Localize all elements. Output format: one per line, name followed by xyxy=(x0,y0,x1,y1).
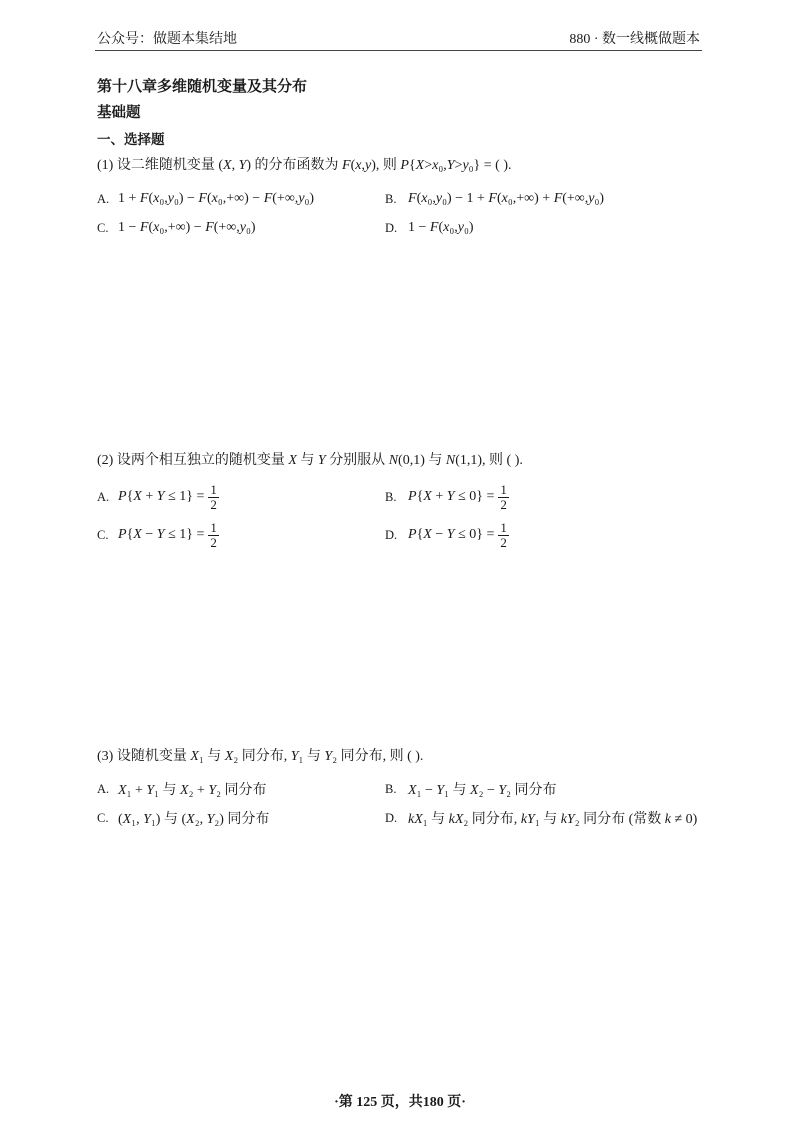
math-symbol: F xyxy=(488,191,497,206)
chapter-title: 第十八章多维随机变量及其分布 xyxy=(97,79,308,95)
option-label: C. xyxy=(97,220,109,235)
math-symbol: F xyxy=(342,158,351,173)
fraction xyxy=(208,519,219,550)
option-expression: P{X − Y ≤ 0} = xyxy=(408,527,495,542)
option-label: C. xyxy=(97,810,109,825)
option-label: C. xyxy=(97,527,109,542)
math-symbol: Y xyxy=(206,812,215,827)
math-symbol: P xyxy=(408,527,417,542)
math-symbol: F xyxy=(263,191,273,206)
header-right-text: 880 · 数一线概做题本 xyxy=(569,32,700,47)
math-symbol: F xyxy=(429,220,439,235)
question-1-options-row-1 xyxy=(97,190,703,208)
fraction-denominator: 2 xyxy=(500,534,507,550)
option-label: D. xyxy=(385,810,398,825)
math-symbol: X xyxy=(186,812,195,827)
option-text: X₁ − Y₁ 与 X₂ − Y₂ 同分布 xyxy=(408,783,557,798)
math-symbol: y xyxy=(588,191,595,206)
math-symbol: Y xyxy=(156,527,165,542)
math-symbol: Y xyxy=(324,749,333,764)
math-symbol: Y xyxy=(146,783,155,798)
math-symbol: P xyxy=(400,158,409,173)
math-symbol: X xyxy=(190,749,199,764)
math-symbol: X xyxy=(288,453,297,468)
math-symbol: Y xyxy=(498,783,507,798)
math-symbol: x xyxy=(153,191,160,206)
math-symbol: Y xyxy=(436,783,445,798)
option-label: B. xyxy=(385,191,397,206)
math-symbol: F xyxy=(408,191,417,206)
math-symbol: x xyxy=(443,220,450,235)
subsection-title: 一、选择题 xyxy=(97,132,165,147)
option-text: 1 + F(x₀,y₀) − F(x₀,+∞) − F(+∞,y₀) xyxy=(118,191,315,206)
math-symbol: y xyxy=(364,158,372,173)
math-symbol: Y xyxy=(143,812,151,827)
math-symbol: y xyxy=(298,191,305,206)
math-symbol: X xyxy=(423,527,432,542)
header-left-text: 公众号：做题本集结地 xyxy=(97,32,237,47)
question-1-stem: (1) 设二维随机变量 (X, Y) 的分布函数为 F(x,y), 则 P{X>x₀,Y>y₀} = ( ). xyxy=(97,158,512,173)
option-label: B. xyxy=(385,489,397,504)
question-3-option-c xyxy=(97,808,385,828)
option-expression: P{X − Y ≤ 1} = xyxy=(118,527,205,542)
math-symbol: X xyxy=(118,783,127,798)
math-symbol: Y xyxy=(446,489,455,504)
math-symbol: P xyxy=(118,489,127,504)
math-symbol: x xyxy=(432,158,439,173)
section-title: 基础题 xyxy=(97,105,141,121)
option-label: D. xyxy=(385,527,398,542)
math-symbol: Y xyxy=(208,783,217,798)
math-symbol: y xyxy=(167,191,174,206)
math-symbol: N xyxy=(445,453,456,468)
math-symbol: X xyxy=(408,783,417,798)
fraction-numerator: 1 xyxy=(210,519,217,535)
fraction-denominator: 2 xyxy=(210,496,217,512)
math-symbol: X xyxy=(223,158,232,173)
option-text: (X₁, Y₁) 与 (X₂, Y₂) 同分布 xyxy=(118,812,270,827)
option-label: A. xyxy=(97,191,110,206)
math-symbol: X xyxy=(180,783,189,798)
math-symbol: Y xyxy=(446,158,455,173)
fraction-denominator: 2 xyxy=(500,496,507,512)
page-header xyxy=(95,32,702,51)
option-text: F(x₀,y₀) − 1 + F(x₀,+∞) + F(+∞,y₀) xyxy=(408,191,605,206)
math-symbol: N xyxy=(388,453,399,468)
question-3-options-row-2 xyxy=(97,809,703,827)
fraction xyxy=(498,481,509,512)
math-symbol: x xyxy=(501,191,508,206)
question-2-option-d xyxy=(385,519,509,550)
math-symbol: X xyxy=(423,489,432,504)
page-footer: ·第 125 页，共180 页· xyxy=(334,1095,466,1110)
question-1-option-d xyxy=(385,220,474,236)
question-3-option-d xyxy=(385,808,697,828)
question-2-option-c xyxy=(97,519,385,550)
math-symbol: y xyxy=(462,158,469,173)
math-symbol: P xyxy=(408,489,417,504)
option-text: 1 − F(x₀,+∞) − F(+∞,y₀) xyxy=(118,220,256,235)
math-symbol: F xyxy=(553,191,563,206)
math-symbol: kX xyxy=(408,812,423,827)
math-symbol: y xyxy=(457,220,464,235)
fraction-numerator: 1 xyxy=(210,481,217,497)
fraction-denominator: 2 xyxy=(210,534,217,550)
math-symbol: x xyxy=(211,191,218,206)
math-symbol: X xyxy=(470,783,479,798)
math-symbol: kY xyxy=(520,812,535,827)
question-2-options-row-1 xyxy=(97,483,703,511)
math-symbol: kX xyxy=(448,812,464,827)
question-3-option-a xyxy=(97,779,385,799)
math-symbol: y xyxy=(435,191,443,206)
math-symbol: Y xyxy=(317,453,326,468)
math-symbol: x xyxy=(153,220,160,235)
option-text: X₁ + Y₁ 与 X₂ + Y₂ 同分布 xyxy=(118,783,267,798)
math-symbol: x xyxy=(355,158,362,173)
math-symbol: X xyxy=(415,158,425,173)
option-expression: P{X + Y ≤ 1} = xyxy=(118,489,205,504)
fraction-numerator: 1 xyxy=(500,481,507,497)
question-1-option-c xyxy=(97,220,385,236)
option-label: B. xyxy=(385,781,397,796)
math-symbol: x xyxy=(421,191,428,206)
question-2-option-a xyxy=(97,481,385,512)
question-1-option-a xyxy=(97,191,385,207)
option-label: A. xyxy=(97,781,110,796)
option-expression: P{X + Y ≤ 0} = xyxy=(408,489,495,504)
option-label: A. xyxy=(97,489,110,504)
math-symbol: Y xyxy=(446,527,455,542)
math-symbol: X xyxy=(133,489,142,504)
question-2-option-b xyxy=(385,481,509,512)
fraction-numerator: 1 xyxy=(500,519,507,535)
question-3-option-b xyxy=(385,779,557,799)
math-symbol: Y xyxy=(290,749,299,764)
math-symbol: X xyxy=(224,749,234,764)
math-symbol: F xyxy=(198,191,207,206)
math-symbol: F xyxy=(139,220,149,235)
math-symbol: F xyxy=(139,191,149,206)
math-symbol: y xyxy=(239,220,247,235)
math-symbol: X xyxy=(133,527,142,542)
math-symbol: k xyxy=(664,812,671,827)
question-2-stem: (2) 设两个相互独立的随机变量 X 与 Y 分别服从 N(0,1) 与 N(1,1), 则 ( ). xyxy=(97,453,523,468)
math-symbol: P xyxy=(118,527,127,542)
math-symbol: Y xyxy=(238,158,247,173)
option-label: D. xyxy=(385,220,398,235)
math-symbol: X xyxy=(122,812,132,827)
option-text: kX₁ 与 kX₂ 同分布, kY₁ 与 kY₂ 同分布 (常数 k ≠ 0) xyxy=(408,812,698,827)
option-text: 1 − F(x₀,y₀) xyxy=(408,220,474,235)
question-3-options-row-1 xyxy=(97,780,703,798)
question-1-option-b xyxy=(385,191,604,207)
math-symbol: F xyxy=(205,220,214,235)
fraction xyxy=(208,481,219,512)
question-2-options-row-2 xyxy=(97,521,703,549)
math-symbol: kY xyxy=(560,812,575,827)
question-3-stem: (3) 设随机变量 X₁ 与 X₂ 同分布, Y₁ 与 Y₂ 同分布, 则 ( ). xyxy=(97,749,424,764)
question-1-options-row-2 xyxy=(97,219,703,237)
fraction xyxy=(498,519,509,550)
math-symbol: Y xyxy=(156,489,165,504)
